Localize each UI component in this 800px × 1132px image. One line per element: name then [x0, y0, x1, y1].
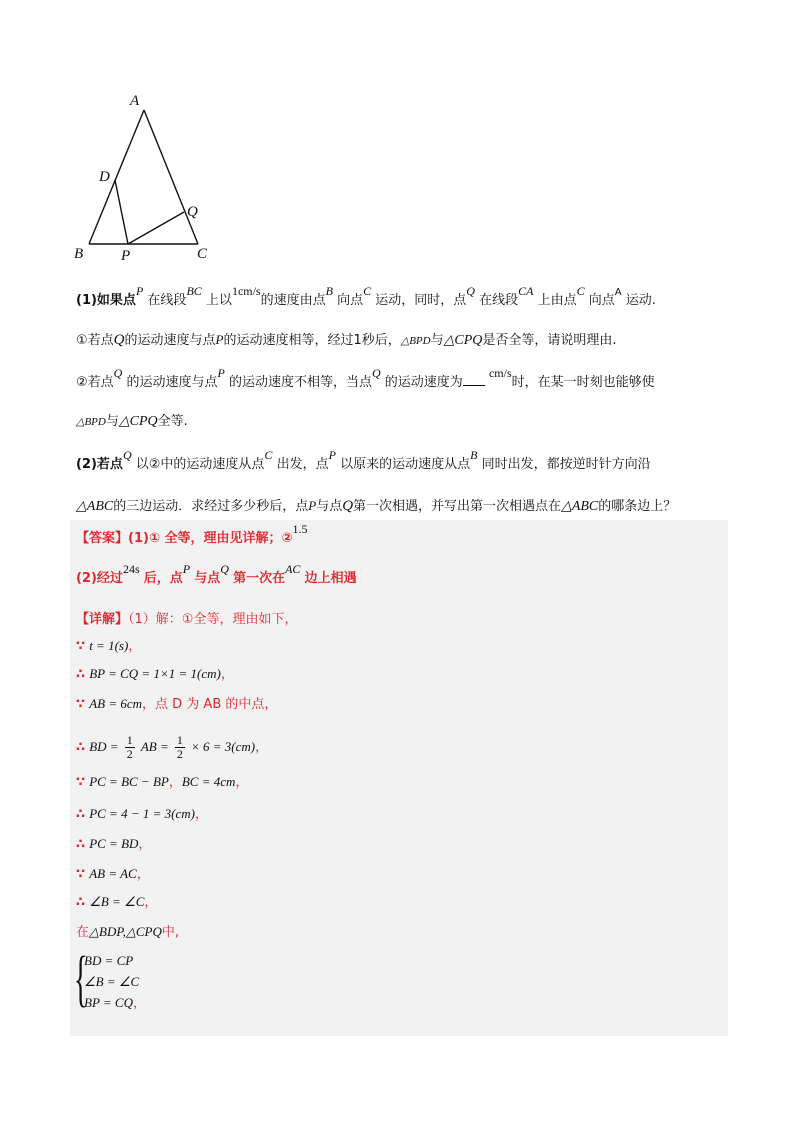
q1-seg-bc: BC — [186, 284, 202, 298]
q2-text-3: 以原来的运动速度从点 — [340, 457, 471, 472]
step-4-rhs: × 6 = 3(cm) — [191, 739, 256, 754]
answer-point-q: Q — [220, 562, 229, 576]
step-5-bc: BC = 4cm — [181, 774, 236, 789]
system-row-2: ∠B = ∠C — [84, 974, 140, 989]
q2-prefix: (2)若点 — [76, 457, 123, 472]
answer-part-2-prefix: (2)经过 — [76, 571, 123, 586]
segment-pq — [128, 212, 184, 244]
q1a-tri-bpd: △BPD — [400, 335, 431, 347]
q1-text-6: 在线段 — [479, 293, 519, 308]
q2b-tri-abc-2: △ABC — [561, 499, 599, 514]
q1b2-tri-bpd: △BPD — [76, 416, 106, 428]
detail-step-8 — [76, 864, 150, 885]
answer-part-1: (1)① 全等，理由见详解；② — [128, 531, 293, 546]
q1a-text-5: 是否全等，请说明理由. — [482, 333, 617, 348]
question-2-cont — [76, 496, 676, 517]
label-b: B — [74, 246, 84, 262]
detail-intro-text: （1）解：①全等，理由如下， — [128, 612, 298, 627]
q1b-text-5: 时，在某一时刻也能够使 — [511, 375, 655, 390]
q1a-point-q: Q — [113, 332, 125, 348]
answer-part-1-value: 1.5 — [292, 522, 308, 536]
q2b-text-3: 第一次相遇，并写出第一次相遇点在 — [353, 499, 562, 514]
step-4-mid: AB = — [140, 739, 169, 754]
step-10-in: 在 — [76, 925, 90, 940]
label-c: C — [197, 246, 208, 262]
q1a-point-p: P — [215, 332, 224, 347]
step-9-comma: ， — [144, 895, 158, 910]
step-5-comma: ， — [168, 775, 182, 790]
system-rows — [84, 950, 146, 1013]
answer-text-4: 边上相遇 — [304, 571, 357, 586]
q2-text-1: 以②中的运动速度从点 — [135, 457, 265, 472]
step-7-comma: ， — [138, 837, 152, 852]
q1-text-2: 上以 — [205, 293, 232, 308]
detail-step-6 — [76, 804, 208, 825]
q1-point-a: A — [614, 287, 622, 298]
system-row-3 — [84, 992, 146, 1013]
q2-point-b: B — [470, 448, 478, 462]
step-2-comma: ， — [220, 667, 234, 682]
q1-point-c2: C — [576, 284, 585, 298]
q1b-point-q: Q — [113, 366, 123, 380]
triangle-figure — [70, 88, 250, 270]
step-1-comma: ， — [128, 639, 142, 654]
step-6-comma: ， — [194, 807, 208, 822]
segment-ab — [89, 110, 144, 244]
therefore-symbol: ∴ — [76, 740, 86, 755]
step-5-expr: PC = BC − BP — [89, 774, 169, 789]
segment-ac — [144, 110, 198, 244]
segment-dp — [115, 180, 128, 244]
therefore-symbol: ∴ — [76, 895, 86, 910]
therefore-symbol: ∴ — [76, 667, 86, 682]
answer-seg-ac: AC — [285, 562, 301, 576]
q1a-text-1: ①若点 — [76, 333, 114, 348]
detail-step-10 — [76, 922, 179, 943]
answer-text-2: 与点 — [194, 571, 221, 586]
q2b-text-4: 的哪条边上？ — [598, 499, 677, 514]
q1b-text-2: 的运动速度与点 — [126, 375, 218, 390]
step-5-comma-2: ， — [235, 775, 249, 790]
detail-step-1 — [76, 636, 141, 657]
q2b-point-q: Q — [342, 498, 354, 514]
step-8-expr: AB = AC — [89, 866, 137, 881]
q1-text-5: 运动，同时，点 — [375, 293, 467, 308]
fraction-denominator: 2 — [126, 747, 133, 761]
q2b-text-1: 的三边运动．求经过多少秒后，点 — [113, 499, 309, 514]
q1b-unit: cm/s — [488, 366, 512, 380]
question-1-part-a — [76, 330, 617, 351]
brace-symbol: { — [74, 945, 88, 1013]
q1-point-q: Q — [466, 284, 475, 298]
fraction-half — [125, 734, 135, 761]
q1-text-4: 向点 — [337, 293, 364, 308]
system-comma: ， — [132, 995, 146, 1010]
detail-step-4 — [76, 734, 268, 761]
detail-step-2 — [76, 664, 234, 685]
step-3-midpoint: 点 D 为 AB 的中点 — [155, 697, 265, 712]
answer-text-1: 后，点 — [143, 571, 183, 586]
q1-text-8: 向点 — [588, 293, 615, 308]
step-9-expr: ∠B = ∠C — [89, 894, 145, 909]
step-4-comma: ， — [255, 740, 269, 755]
answer-blank — [463, 373, 485, 386]
q1-text-9: 运动. — [625, 293, 656, 308]
q2-text-4: 同时出发，都按逆时针方向沿 — [481, 457, 651, 472]
answer-point-p: P — [182, 562, 191, 576]
step-7-expr: PC = BD — [89, 836, 139, 851]
step-3-comma: ， — [142, 697, 156, 712]
answer-label: 【答案】 — [76, 531, 129, 546]
because-symbol: ∵ — [76, 639, 86, 654]
q1-text-3: 的速度由点 — [260, 293, 326, 308]
q1a-tri-cpq: △CPQ — [443, 333, 483, 348]
question-1 — [76, 284, 656, 312]
question-1-part-b — [76, 366, 655, 393]
q1b2-tri-cpq: △CPQ — [118, 414, 158, 429]
q2b-tri-abc: △ABC — [76, 499, 114, 514]
label-d: D — [99, 169, 110, 185]
q1-text-7: 上由点 — [537, 293, 577, 308]
q1a-text-2: 的运动速度与点 — [124, 333, 216, 348]
q2-point-q: Q — [122, 448, 132, 462]
q1-point-p: P — [135, 284, 144, 298]
therefore-symbol: ∴ — [76, 837, 86, 852]
step-10-middle: 中, — [161, 925, 179, 940]
label-q: Q — [187, 204, 198, 220]
step-6-expr: PC = 4 − 1 = 3(cm) — [89, 806, 195, 821]
detail-step-9 — [76, 892, 157, 913]
label-a: A — [130, 93, 140, 109]
q1b-point-p: P — [217, 366, 225, 380]
system-row-1: BD = CP — [84, 953, 134, 968]
answer-text-3: 第一次在 — [233, 571, 286, 586]
system-row-3-text: BP = CQ — [84, 995, 133, 1010]
q1-point-b: B — [325, 284, 333, 298]
step-10-triangles: △BDP,△CPQ — [89, 924, 162, 939]
q1-seg-ca: CA — [518, 284, 534, 298]
q1a-text-3: 的运动速度相等，经过1秒后， — [223, 333, 401, 348]
q1-prefix: (1)如果点 — [76, 293, 136, 308]
because-symbol: ∵ — [76, 867, 86, 882]
step-3-comma-2: ， — [264, 697, 278, 712]
q1b2-text-1: 与 — [105, 414, 119, 429]
q1b-text-4: 的运动速度为 — [384, 375, 463, 390]
q2-point-c: C — [264, 448, 273, 462]
fraction-numerator: 1 — [126, 733, 133, 747]
label-p: P — [121, 248, 131, 264]
detail-step-5 — [76, 772, 248, 793]
step-8-comma: ， — [136, 867, 150, 882]
answer-line-2 — [76, 562, 357, 589]
detail-step-3 — [76, 694, 277, 715]
q2-point-p: P — [328, 448, 336, 462]
step-1-expr: t = 1(s) — [89, 638, 129, 653]
therefore-symbol: ∴ — [76, 807, 86, 822]
question-2 — [76, 448, 651, 475]
q1-speed: 1cm/s — [231, 284, 261, 298]
step-4-lhs: BD = — [89, 739, 119, 754]
q1-point-c: C — [363, 284, 372, 298]
q2b-text-2: 与点 — [316, 499, 343, 514]
step-3-expr: AB = 6cm — [89, 696, 142, 711]
because-symbol: ∵ — [76, 697, 86, 712]
q1a-text-4: 与 — [430, 333, 444, 348]
because-symbol: ∵ — [76, 775, 86, 790]
answer-line-1 — [76, 522, 308, 549]
detail-step-7 — [76, 834, 151, 855]
q1b2-text-2: 全等. — [157, 414, 188, 429]
answer-time: 24s — [122, 562, 140, 576]
q1-text-1: 在线段 — [147, 293, 187, 308]
fraction-denominator: 2 — [176, 747, 183, 761]
q2b-point-p: P — [308, 498, 317, 513]
q1b-point-q2: Q — [371, 366, 381, 380]
fraction-numerator: 1 — [176, 733, 183, 747]
q2-text-2: 出发，点 — [276, 457, 329, 472]
question-1-part-b-cont — [76, 412, 188, 432]
q1b-text-1: ②若点 — [76, 375, 114, 390]
step-2-expr: BP = CQ = 1×1 = 1(cm) — [89, 666, 221, 681]
q1b-text-3: 的运动速度不相等，当点 — [228, 375, 372, 390]
detail-intro — [76, 610, 297, 630]
fraction-half-2 — [175, 734, 185, 761]
detail-label: 【详解】 — [76, 612, 129, 627]
